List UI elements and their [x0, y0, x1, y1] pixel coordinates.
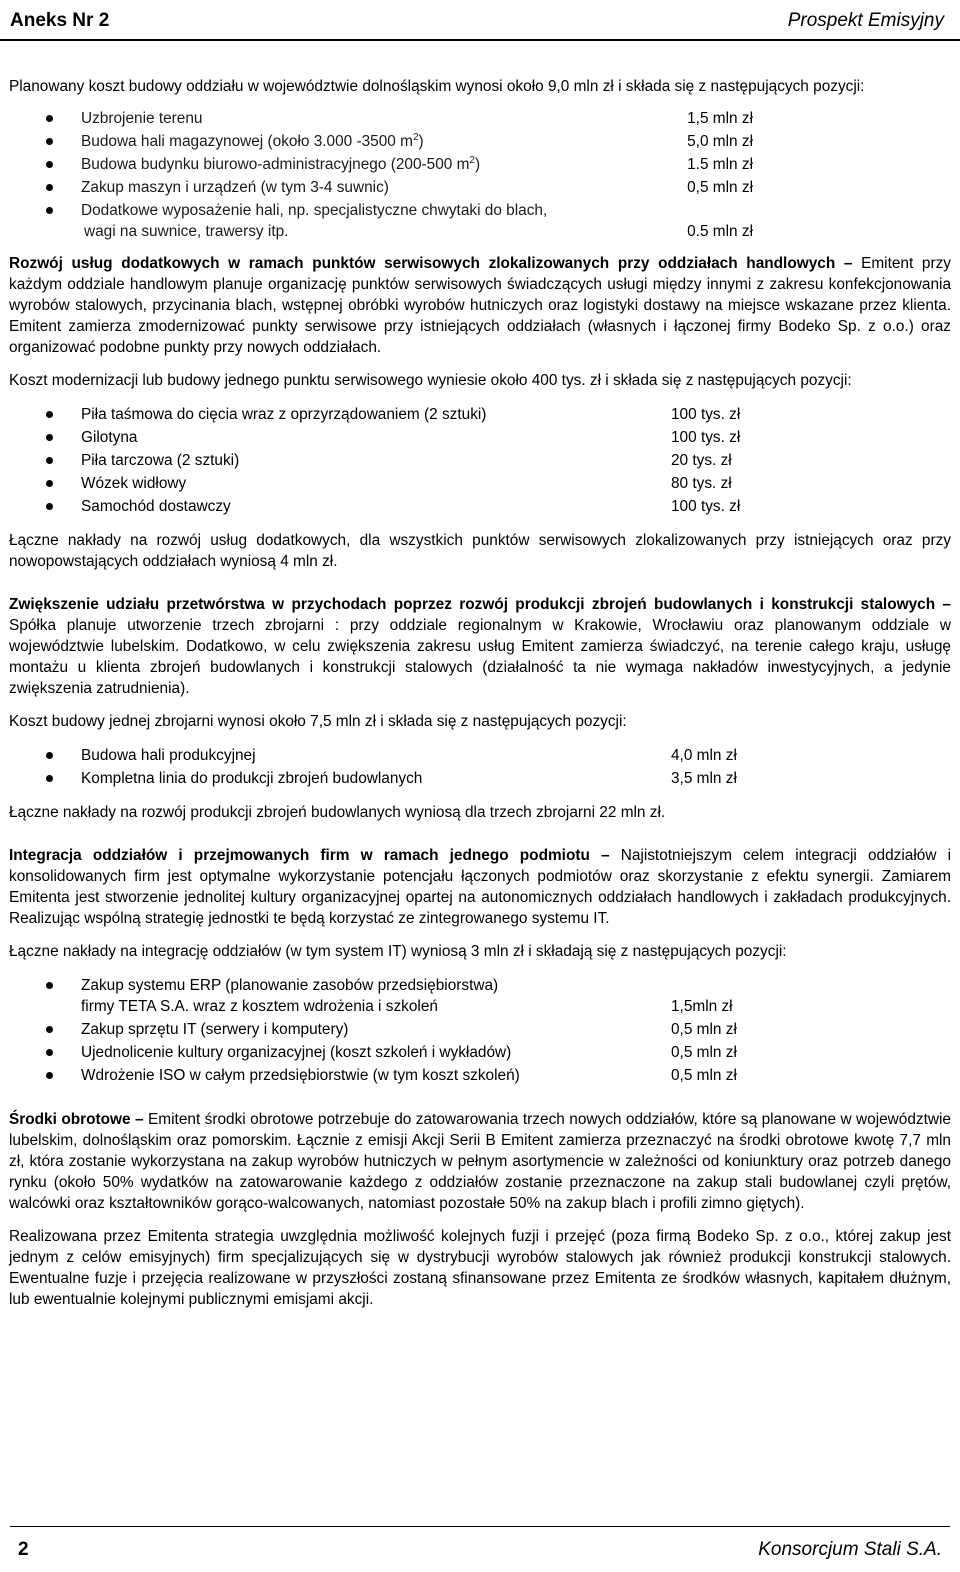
- bullet-icon: [46, 1049, 53, 1056]
- page-header: [0, 0, 960, 44]
- list-item: Kompletna linia do produkcji zbrojeń budowlanych 3,5 mln zł: [9, 767, 951, 790]
- bullet-icon: [46, 411, 53, 418]
- bullet-icon: [46, 503, 53, 510]
- bullet-icon: [46, 457, 53, 464]
- bullet-icon: [46, 1026, 53, 1033]
- paragraph-rebar-cost: Koszt budowy jednej zbrojarni wynosi około 7,5 mln zł i składa się z następujących pozycji:: [9, 713, 627, 730]
- paragraph-strategy: Realizowana przez Emitenta strategia uwzględnia możliwość kolejnych fuzji i przejęć (poza firmą Bodeko Sp. z o.o., której zakup jest jednym z celów emisyjnych) firm specjalizujących się w dystrybucji wyrobów stalowych jak również produkcji konstrukcji stalowych. Ewentualne fuzje i przejęcia realizowane w przyszłości zostaną sfinansowane przez Emitenta ze środków własnych, kapitałem dłużnym, lub ewentualnie kolejnymi publicznymi emisjami akcji.: [9, 1228, 951, 1308]
- paragraph-rebar-total: Łączne nakłady na rozwój produkcji zbrojeń budowlanych wyniosą dla trzech zbrojarni 22 mln zł.: [9, 804, 666, 821]
- bullet-icon: [46, 434, 53, 441]
- cost-list-rebar-plant: [9, 744, 951, 790]
- company-name: Konsorcjum Stali S.A.: [758, 1539, 942, 1560]
- bullet-icon: [46, 115, 53, 122]
- list-item: Uzbrojenie terenu 1,5 mln zł: [9, 107, 951, 130]
- page-footer: [0, 1526, 960, 1572]
- list-item: Piła taśmowa do cięcia wraz z oprzyrządowaniem (2 sztuki) 100 tys. zł: [9, 403, 951, 426]
- paragraph-intro: Planowany koszt budowy oddziału w województwie dolnośląskim wynosi około 9,0 mln zł i składa się z następujących pozycji:: [9, 78, 865, 95]
- paragraph-service-points: Rozwój usług dodatkowych w ramach punktów serwisowych zlokalizowanych przy oddziałach handlowych – Emitent przy każdym oddziale handlowym planuje organizację punktów serwisowych świadczących usługi między innymi z zakresu konfekcjonowania wyrobów stalowych, przycinania blach, wstępnej obróbki wyrobów hutniczych oraz logistyki dostawy na miejsce wskazane przez klienta. Emitent zamierza zmodernizować punkty serwisowe przy istniejących oddziałach (własnych i łączonej firmy Bodeko Sp. z o.o.) oraz organizować podobne punkty przy nowych oddziałach.: [9, 255, 951, 356]
- bullet-icon: [46, 161, 53, 168]
- paragraph-service-cost: Koszt modernizacji lub budowy jednego punktu serwisowego wyniesie około 400 tys. zł i składa się z następujących pozycji:: [9, 372, 852, 389]
- bullet-icon: [46, 1072, 53, 1079]
- cost-list-service-point: [9, 403, 951, 518]
- document-body: [9, 76, 951, 1310]
- cost-list-branch: [9, 107, 951, 243]
- list-item: Budowa hali produkcyjnej 4,0 mln zł: [9, 744, 951, 767]
- document-title: Prospekt Emisyjny: [787, 10, 944, 31]
- list-item: Zakup systemu ERP (planowanie zasobów przedsiębiorstwa) firmy TETA S.A. wraz z kosztem wdrożenia i szkoleń 1,5mln zł: [9, 974, 951, 1018]
- list-item: Zakup maszyn i urządzeń (w tym 3-4 suwnic) 0,5 mln zł: [9, 176, 951, 199]
- paragraph-integration: Integracja oddziałów i przejmowanych firm w ramach jednego podmiotu – Najistotniejszym celem integracji oddziałów i konsolidowanych firm jest optymalne wykorzystanie potencjału łączonych podmiotów oraz skorzystanie z efektu synergii. Zamiarem Emitenta jest stworzenie jednolitej kultury organizacyjnej opartej na autonomicznych oddziałach handlowych i zakładach produkcyjnych. Realizując wspólną strategię jednostki te będą korzystać ze zintegrowanego systemu IT.: [9, 847, 951, 927]
- list-item: Piła tarczowa (2 sztuki) 20 tys. zł: [9, 449, 951, 472]
- bullet-icon: [46, 480, 53, 487]
- list-item: Budowa hali magazynowej (około 3.000 -3500 $m^2$) 5,0 mln zł: [9, 130, 951, 153]
- bullet-icon: [46, 982, 53, 989]
- list-item: Gilotyna 100 tys. zł: [9, 426, 951, 449]
- annex-title: Aneks Nr 2: [10, 10, 110, 31]
- paragraph-service-total: Łączne nakłady na rozwój usług dodatkowych, dla wszystkich punktów serwisowych zlokalizowanych przy istniejących oraz przy nowopowstających oddziałach wyniosą 4 mln zł.: [9, 532, 951, 570]
- list-item: Dodatkowe wyposażenie hali, np. specjalistyczne chwytaki do blach, wagi na suwnice, trawersy itp. 0.5 mln zł: [9, 199, 951, 243]
- bullet-icon: [46, 207, 53, 214]
- bullet-icon: [46, 184, 53, 191]
- bullet-icon: [46, 775, 53, 782]
- list-item: Zakup sprzętu IT (serwery i komputery) 0,5 mln zł: [9, 1018, 951, 1041]
- footer-rule: [10, 1526, 950, 1527]
- list-item: Samochód dostawczy 100 tys. zł: [9, 495, 951, 518]
- page-number: 2: [18, 1539, 29, 1560]
- list-item: Wdrożenie ISO w całym przedsiębiorstwie (w tym koszt szkoleń) 0,5 mln zł: [9, 1064, 951, 1087]
- bullet-icon: [46, 138, 53, 145]
- paragraph-processing: Zwiększenie udziału przetwórstwa w przychodach poprzez rozwój produkcji zbrojeń budowlanych i konstrukcji stalowych – Spółka planuje utworzenie trzech zbrojarni : przy oddziale regionalnym w Krakowie, Wrocławiu oraz planowanym oddziale w województwie lubelskim. Dodatkowo, w celu zwiększenia zakresu usług Emitent zamierza świadczyć, na terenie całego kraju, usługę montażu u klienta zbrojeń budowlanych i konstrukcji stalowych (działalność ta nie wymaga nakładów inwestycyjnych, a jedynie zwiększenia zatrudnienia).: [9, 596, 951, 697]
- bullet-icon: [46, 752, 53, 759]
- list-item: Ujednolicenie kultury organizacyjnej (koszt szkoleń i wykładów) 0,5 mln zł: [9, 1041, 951, 1064]
- header-rule: [0, 39, 960, 41]
- paragraph-working-capital: Środki obrotowe – Emitent środki obrotowe potrzebuje do zatowarowania trzech nowych oddziałów, które są planowane w województwie lubelskim, dolnośląskim oraz pomorskim. Łącznie z emisji Akcji Serii B Emitent zamierza przeznaczyć na środki obrotowe kwotę 7,7 mln zł, która zostanie wykorzystana na zakup wyrobów hutniczych w pełnym asortymencie w zależności od koniunktury oraz potrzeb danego rynku (około 50% wydatków na zatowarowanie każdego z oddziałów zostanie przeznaczone na zakup stali budowlanej czyli prętów, walcówki oraz kształtowników gorąco-walcowanych, natomiast pozostałe 50% na zakup blach i profili zimno giętych).: [9, 1111, 951, 1212]
- cost-list-integration: [9, 974, 951, 1087]
- list-item: Wózek widłowy 80 tys. zł: [9, 472, 951, 495]
- list-item: Budowa budynku biurowo-administracyjnego (200-500 $m^2$) 1.5 mln zł: [9, 153, 951, 176]
- paragraph-integration-cost: Łączne nakłady na integrację oddziałów (w tym system IT) wyniosą 3 mln zł i składają się z następujących pozycji:: [9, 943, 787, 960]
